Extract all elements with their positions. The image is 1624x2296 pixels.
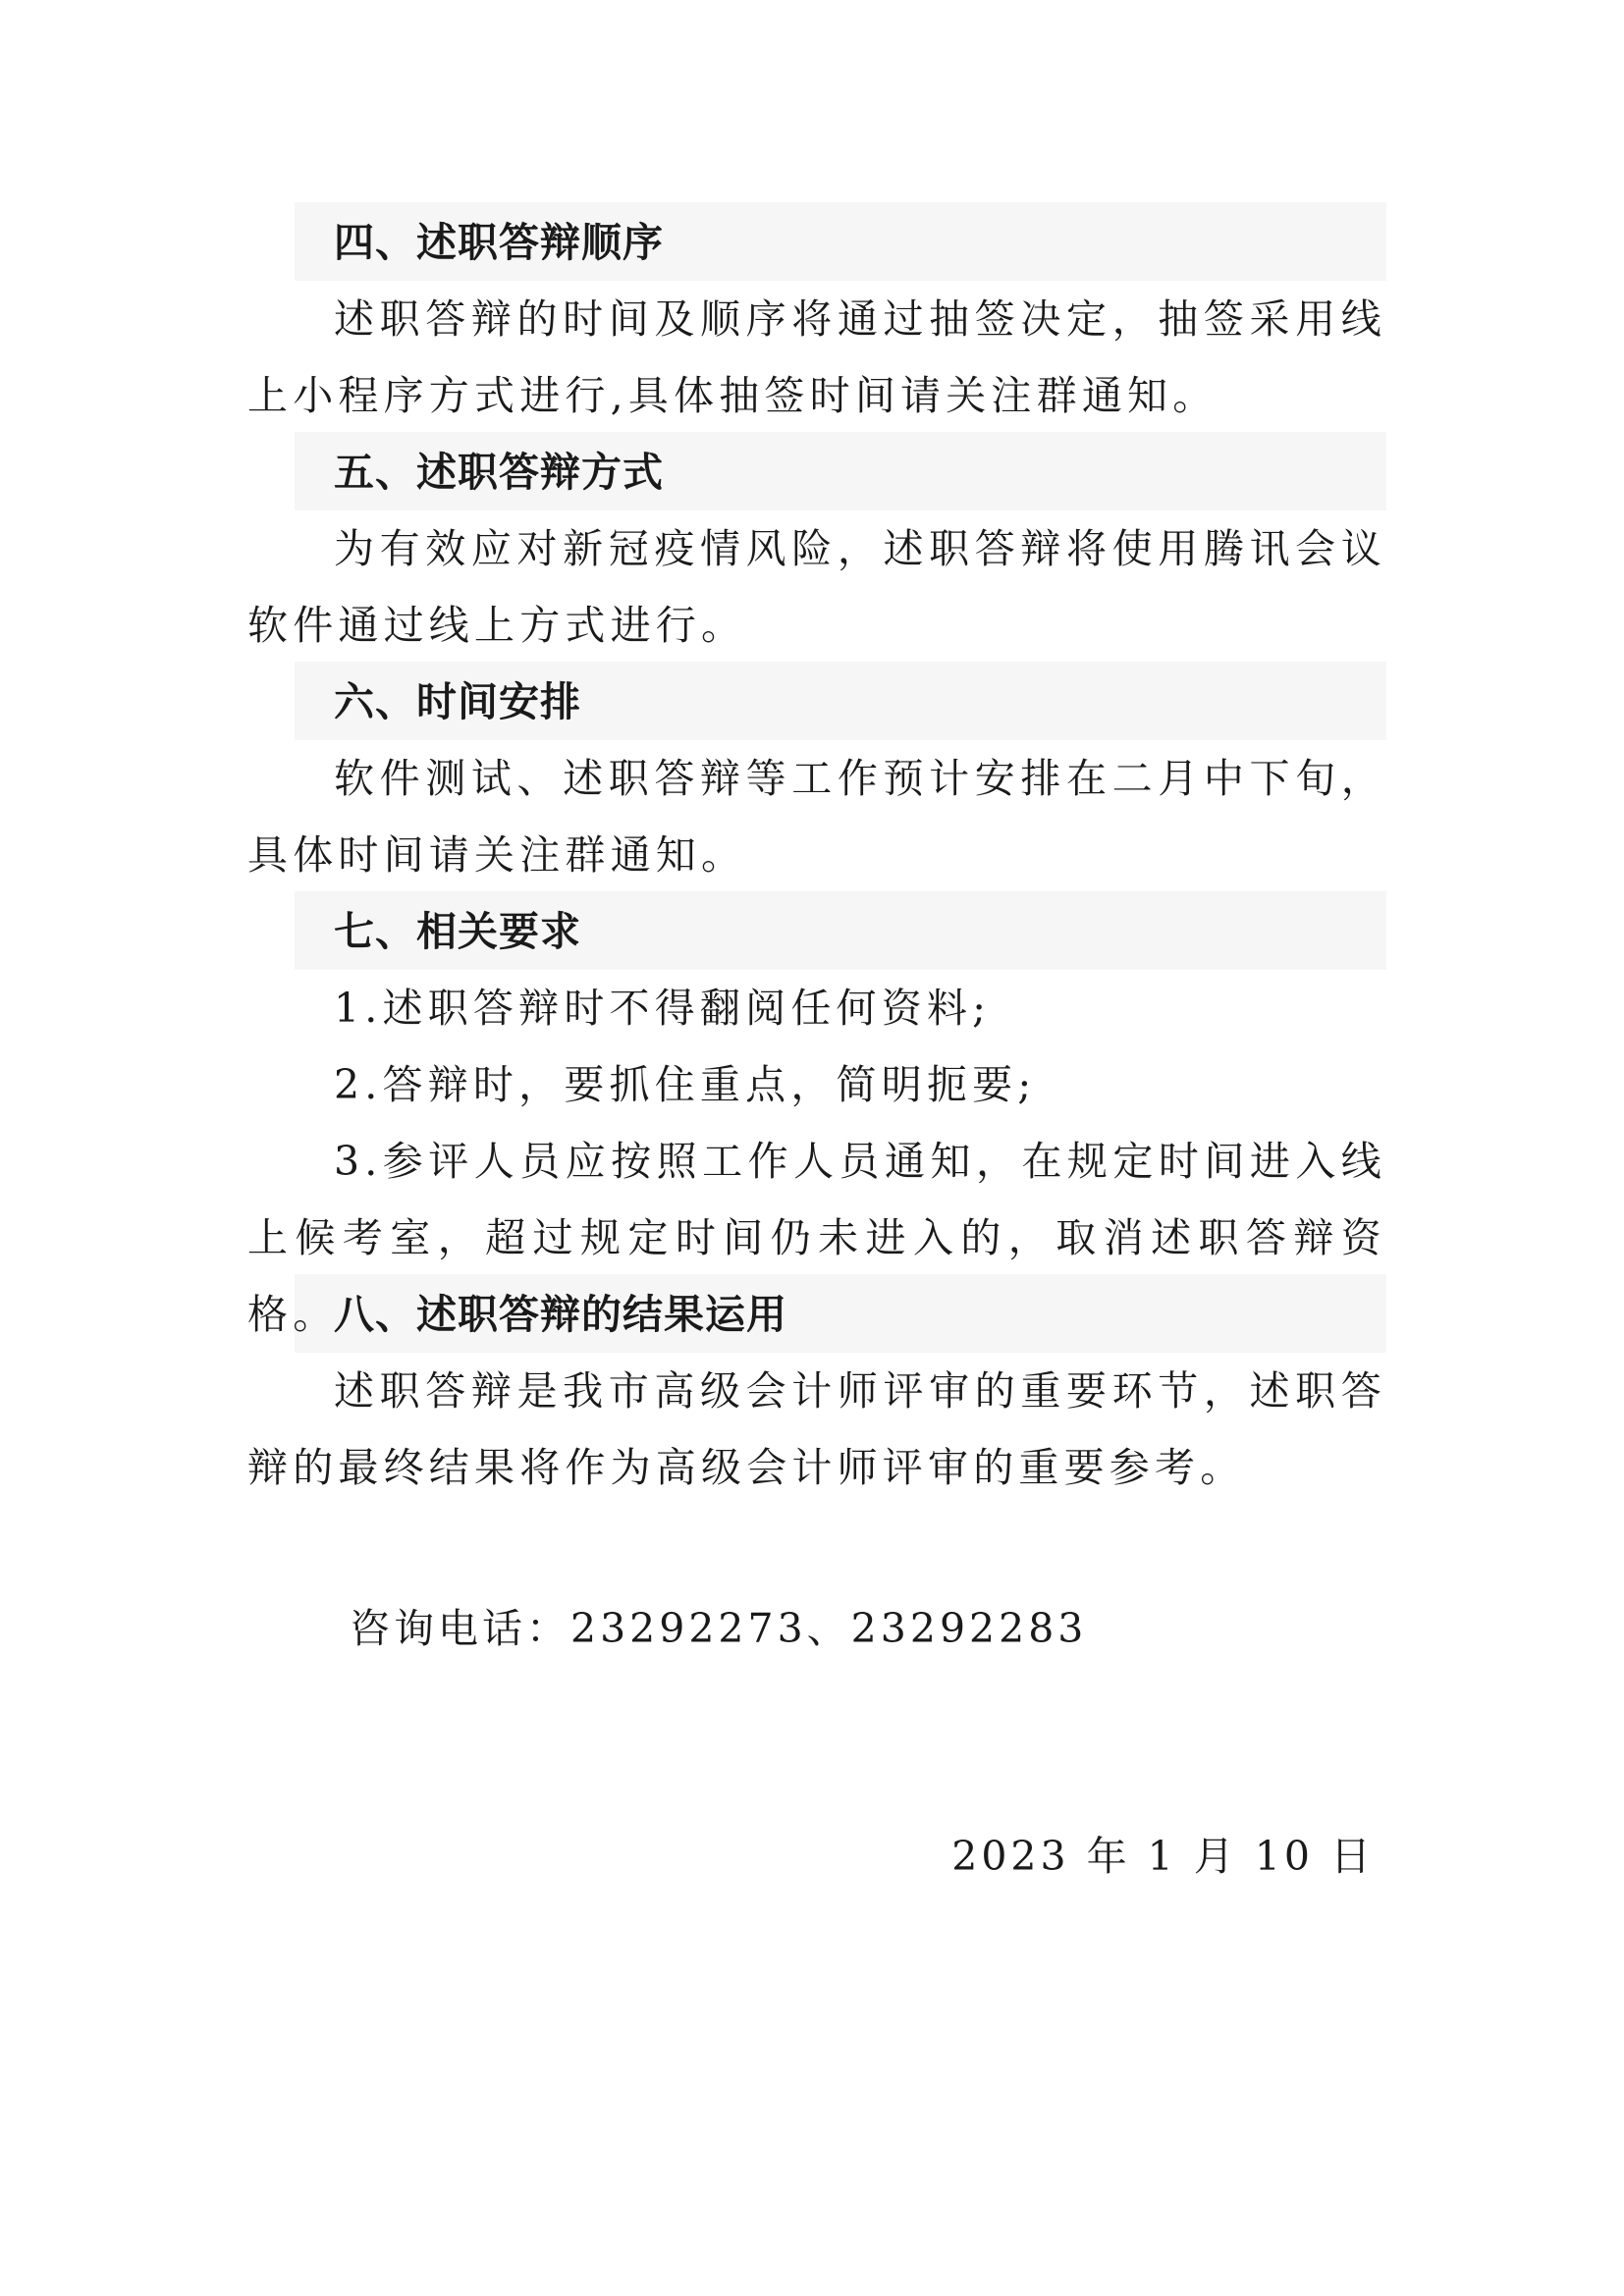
section-body-schedule (247, 740, 1386, 893)
requirement-item-2: 2.答辩时，要抓住重点，简明扼要; (334, 1061, 1037, 1108)
section-heading-order: 四、述职答辩顺序 (334, 219, 664, 266)
section-body-order (247, 281, 1386, 434)
paragraph: 述职答辩的时间及顺序将通过抽签决定，抽签采用线上小程序方式进行,具体抽签时间请关注群通知。 (247, 295, 1386, 419)
contact-phone: 咨询电话：23292273、23292283 (350, 1605, 1088, 1652)
section-body-method (247, 510, 1386, 664)
section-body-results (247, 1353, 1386, 1506)
paragraph: 为有效应对新冠疫情风险，述职答辩将使用腾讯会议软件通过线上方式进行。 (247, 525, 1386, 649)
section-heading-results: 八、述职答辩的结果运用 (334, 1291, 787, 1338)
section-heading-schedule: 六、时间安排 (334, 678, 581, 725)
requirement-item-1: 1.述职答辩时不得翻阅任何资料; (334, 985, 992, 1032)
requirement-item-3: 3.参评人员应按照工作人员通知，在规定时间进入线上候考室，超过规定时间仍未进入的，取消述职答辩资格。 (247, 1138, 1386, 1338)
section-heading-method: 五、述职答辩方式 (334, 449, 664, 496)
paragraph: 软件测试、述职答辩等工作预计安排在二月中下旬，具体时间请关注群通知。 (247, 755, 1386, 879)
document-date: 2023 年 1 月 10 日 (951, 1833, 1375, 1880)
section-heading-requirements: 七、相关要求 (334, 908, 581, 955)
paragraph: 述职答辩是我市高级会计师评审的重要环节，述职答辩的最终结果将作为高级会计师评审的重要参考。 (247, 1367, 1386, 1491)
